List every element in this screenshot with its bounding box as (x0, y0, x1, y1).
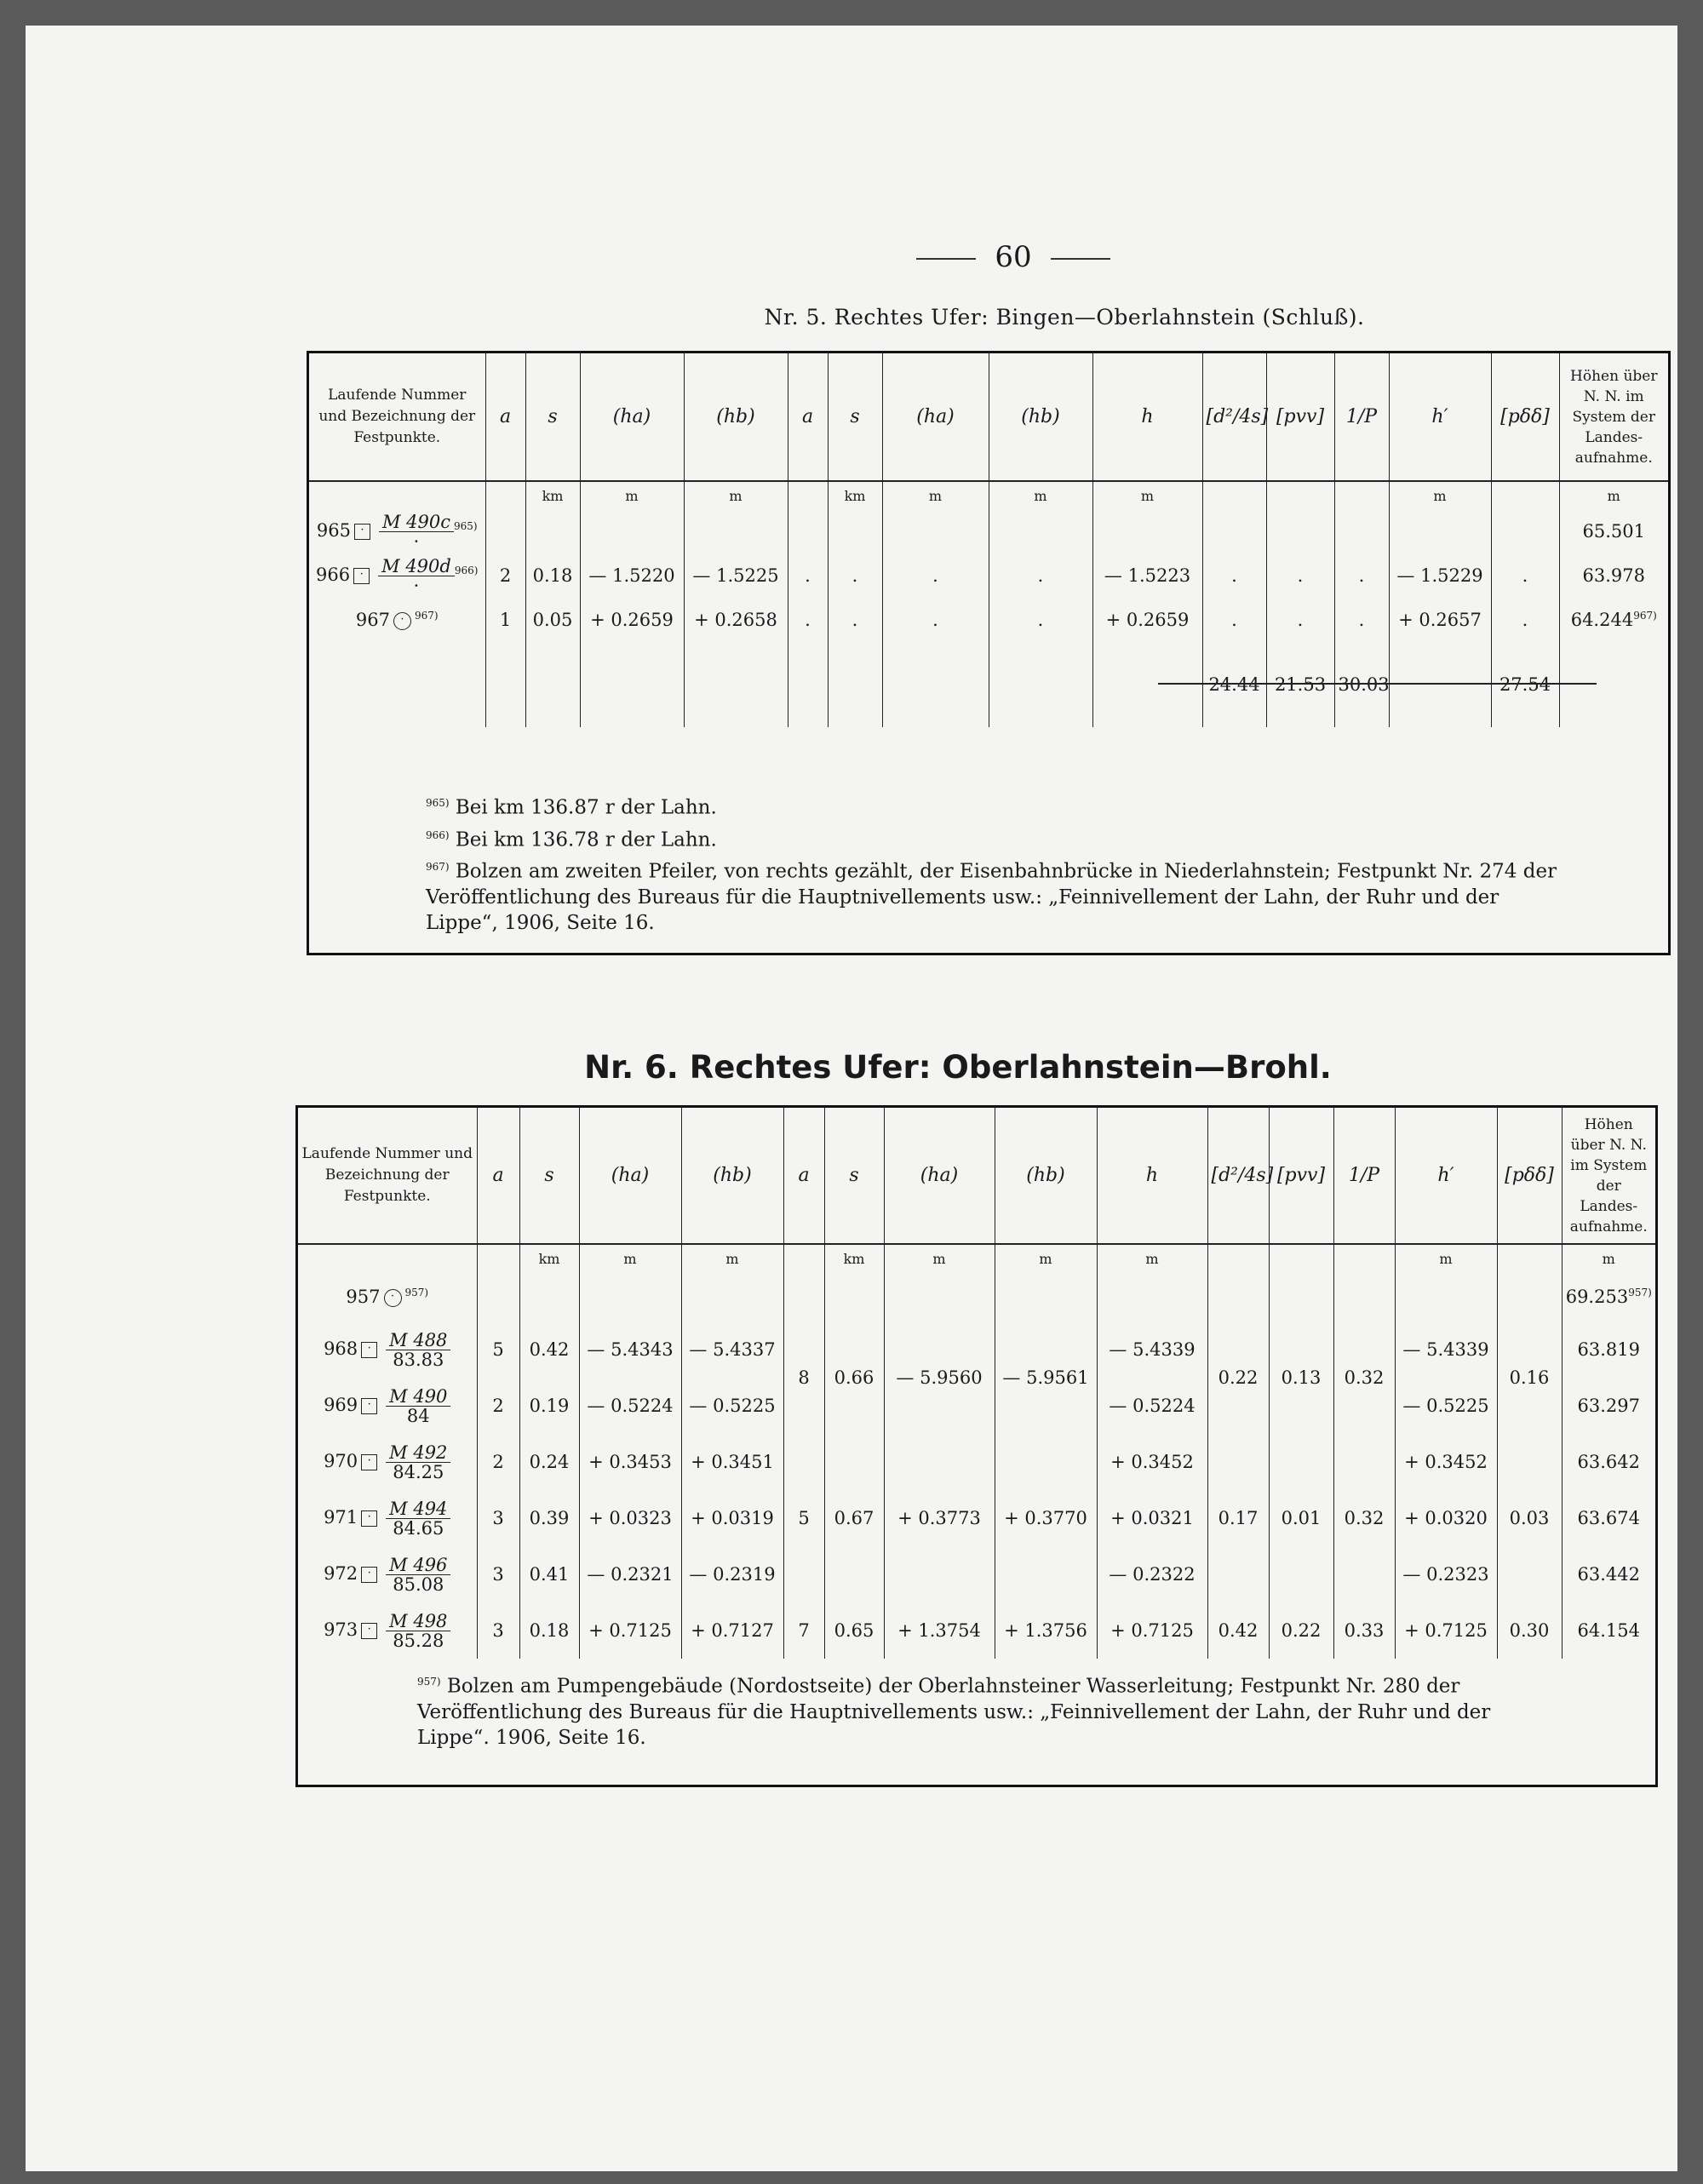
benchmark-box-icon: · (361, 1454, 377, 1470)
table5-caption: Nr. 5. Rechtes Ufer: Bingen—Oberlahnstein (Schluß). (764, 305, 1365, 330)
table-row: 973 · $\frac{M 498}{85.28}$ 3 0.18 + 0.7125 + 0.7127 7 0.65 + 1.3754 + 1.3756 + 0.7125 0.42 0.22 0.33 + 0.7125 0.30 64.154 (298, 1602, 1655, 1659)
table6-notes (417, 1669, 1550, 1752)
header-a2: a (788, 353, 828, 481)
page-number: 60 (886, 240, 1141, 274)
header-h: h (1092, 353, 1202, 481)
table-row: 968 · $\frac{M 488}{83.83}$ 5 0.42 — 5.4343 — 5.4337 8 0.66 — 5.9560 — 5.9561 — 5.4339 0.22 0.13 0.32 — 5.4339 0.16 63.819 (298, 1321, 1655, 1378)
table-row: 966 · $\frac{M 490d}{\cdot}$ $^{966)}$ 2 0.18 — 1.5220 — 1.5225 . . . . — 1.5223 . . . — 1.5229 . 63.978 (309, 553, 1668, 598)
header-hb: (hb) (684, 353, 788, 481)
page (26, 26, 1677, 2171)
benchmark-box-icon: · (354, 524, 370, 540)
table-row: 970 · $\frac{M 492}{84.25}$ 2 0.24 + 0.3453 + 0.3451 5 0.67 + 0.3773 + 0.3770 + 0.3452 0.17 0.01 0.32 + 0.3452 0.03 63.642 (298, 1434, 1655, 1490)
benchmark-circle-icon: · (384, 1289, 402, 1307)
header-a: a (485, 353, 525, 481)
table-row: 957 · $^{957)}$ 69.253$^{957)}$ (298, 1272, 1655, 1321)
total-d2: 24.44 (1202, 642, 1266, 727)
header-label: Laufende Nummer und Bezeichnung der Festpunkte. (309, 353, 485, 481)
header-s: s (525, 353, 580, 481)
note-966: $^{966)}$ Bei km 136.78 r der Lahn. (426, 828, 717, 851)
table6-caption: Nr. 6. Rechtes Ufer: Oberlahnstein—Brohl. (584, 1049, 1332, 1086)
benchmark-box-icon: · (361, 1510, 377, 1527)
header-hoehen: Höhen über N. N. im System der Landes-aufnahme. (1559, 353, 1668, 481)
table5: Laufende Nummer und Bezeichnung der Festpunkte. a s (ha) (hb) a s (ha) (hb) h [d²/4s] [pvv] 1/P h′ [pδδ] Höhen über N. N. im System der Landes-aufnahme. km m m km m m m m m 965 · $\frac{M 490c}{\cdot}$ $^{965)}$ 65.501 966 · $\frac{M 490d}{\cdot}$ $^{966)}$ 2 0.18 — 1.5220 — 1.5225 . . . . — 1.5223 . . . — 1.5229 . 63.978 967 · $^{967)}$ 1 0.05 + 0.2659 + 0.2658 . . . . + 0.2659 . . . + 0.2657 . 64.244$^{967)}$ 24.44 21.53 30.03 27.54 (309, 353, 1668, 727)
benchmark-circle-icon: · (393, 612, 411, 630)
table6: Laufende Nummer und Bezeichnung der Festpunkte. a s (ha) (hb) a s (ha) (hb) h [d²/4s] [pvv] 1/P h′ [pδδ] Höhen über N. N. im System der Landes-aufnahme. km m m km m m m m m 957 · $^{957)}$ 69.253$^{957)}$ 968 · $\frac{M 488}{83.83}$ 5 0.42 — 5.4343 — 5.4337 8 0.66 — 5.9560 — 5.9561 — 5.4339 0.22 0.13 0.32 — 5.4339 0.16 63.819 969 · $\frac{M 490}{84}$ 2 0.19 — 0.5224 — 0.5225 — 0.5224 — 0.5225 63.297 970 · $\frac{M 492}{84.25}$ 2 0.24 + 0.3453 + 0.3451 5 0.67 + 0.3773 + 0.3770 + 0.3452 0.17 0.01 0.32 + 0.3452 0.03 63.642 971 · $\frac{M 494}{84.65}$ 3 0.39 + 0.0323 + 0.0319 + 0.0321 + 0.0320 63.674 972 · $\frac{M 496}{85.08}$ 3 0.41 — 0.2321 — 0.2319 — 0.2322 — 0.2323 63.442 973 · $\frac{M 498}{85.28}$ 3 0.18 + 0.7125 + 0.7127 7 0.65 + 1.3754 + 1.3756 + 0.7125 0.42 0.22 0.33 + 0.7125 0.30 64.154 (298, 1108, 1655, 1659)
benchmark-box-icon: · (361, 1342, 377, 1358)
table-row: 971 · $\frac{M 494}{84.65}$ 3 0.39 + 0.0323 + 0.0319 + 0.0321 + 0.0320 63.674 (298, 1490, 1655, 1546)
total-p: 30.03 (1334, 642, 1389, 727)
header-ha2: (ha) (882, 353, 989, 481)
sum-rule (1158, 683, 1597, 685)
totals-row (309, 642, 1668, 727)
note-965: $^{965)}$ Bei km 136.87 r der Lahn. (426, 796, 717, 819)
benchmark-box-icon: · (353, 568, 370, 584)
note-957: $^{957)}$ Bolzen am Pumpengebäude (Nordostseite) der Oberlahnsteiner Wasserleitung; Festpunkt Nr. 280 der Veröffentlichung des Bureaus für die Hauptnivellements usw.: „Feinnivellement der Lahn, der Ruhr und der Lippe“. 1906, Seite 16. (417, 1675, 1491, 1749)
note-967: $^{967)}$ Bolzen am zweiten Pfeiler, von rechts gezählt, der Eisenbahnbrücke in Niederlahnstein; Festpunkt Nr. 274 der Veröffentlichung des Bureaus für die Hauptnivellements usw.: „Feinnivellement der Lahn, der Ruhr und der Lippe“, 1906, Seite 16. (426, 860, 1557, 934)
benchmark-box-icon: · (361, 1623, 377, 1639)
header-p: 1/P (1334, 353, 1389, 481)
table-row: 967 · $^{967)}$ 1 0.05 + 0.2659 + 0.2658 . . . . + 0.2659 . . . + 0.2657 . 64.244$^{967)}$ (309, 598, 1668, 642)
header-hb2: (hb) (989, 353, 1092, 481)
table-row: 972 · $\frac{M 496}{85.08}$ 3 0.41 — 0.2321 — 0.2319 — 0.2322 — 0.2323 63.442 (298, 1546, 1655, 1602)
benchmark-box-icon: · (361, 1567, 377, 1583)
total-pvv: 21.53 (1266, 642, 1334, 727)
header-label: Laufende Nummer und Bezeichnung der Festpunkte. (298, 1108, 477, 1244)
header-ha: (ha) (580, 353, 684, 481)
total-pdd: 27.54 (1491, 642, 1559, 727)
table-row: 965 · $\frac{M 490c}{\cdot}$ $^{965)}$ 65.501 (309, 509, 1668, 553)
benchmark-box-icon: · (361, 1398, 377, 1414)
table-row: 969 · $\frac{M 490}{84}$ 2 0.19 — 0.5224 — 0.5225 — 0.5224 — 0.5225 63.297 (298, 1378, 1655, 1434)
header-s2: s (828, 353, 882, 481)
header-hprime: h′ (1389, 353, 1491, 481)
table5-notes (426, 790, 1558, 937)
header-pdd: [pδδ] (1491, 353, 1559, 481)
header-pvv: [pvv] (1266, 353, 1334, 481)
header-d2: [d²/4s] (1202, 353, 1266, 481)
